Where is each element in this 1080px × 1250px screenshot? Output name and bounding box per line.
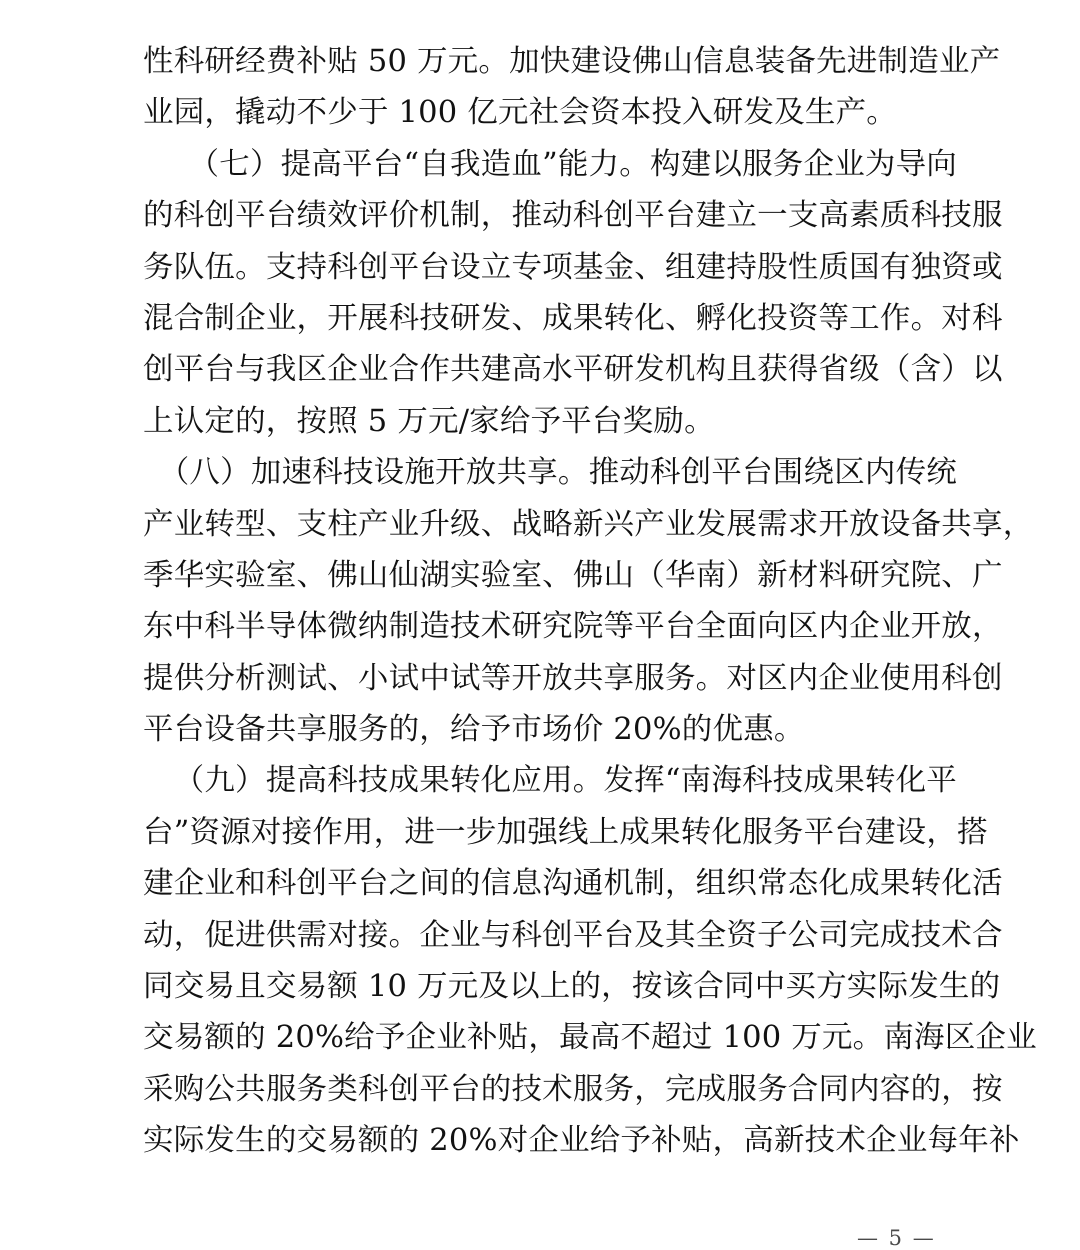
paragraph-indent bbox=[143, 139, 189, 190]
page-footer bbox=[0, 1206, 1080, 1250]
text-line: 提 供 分 析 测 试 、 小 试 中 试 等 开 放 共 享 服 务 。 对 区 内 企 业 使 用 科 创 bbox=[143, 660, 1003, 696]
text-line: 建 企 业 和 科 创 平 台 之 间 的 信 息 沟 通 机 制 ， 组 织 常 态 化 成 果 转 化 活 bbox=[143, 866, 1003, 902]
text-line: 的 科 创 平 台 绩 效 评 价 机 制 ， 推 动 科 创 平 台 建 立 一 支 高 素 质 科 技 服 bbox=[143, 198, 1003, 234]
text-line: 东 中 科 半 导 体 微 纳 制 造 技 术 研 究 院 等 平 台 全 面 向 区 内 企 业 开 放 ， bbox=[143, 609, 1003, 645]
text-line: （ 九 ） 提 高 科 技 成 果 转 化 应 用 。 发 挥 “ 南 海 科 技 成 果 转 化 平 bbox=[143, 755, 957, 806]
paragraph-para-9 bbox=[143, 755, 1037, 1166]
text-line: 混 合 制 企 业 ， 开 展 科 技 研 发 、 成 果 转 化 、 孵 化 投 资 等 工 作 。 对 科 bbox=[143, 300, 1003, 336]
text-line: 创 平 台 与 我 区 企 业 合 作 共 建 高 水 平 研 发 机 构 且 获 得 省 级 （ 含 ） 以 bbox=[143, 352, 1003, 388]
document-text-column bbox=[143, 36, 1037, 1167]
text-line: 业园，撬动不少于 100 亿元社会资本投入研发及生产。 bbox=[143, 95, 898, 131]
text-line: 交 易 额 的 2 0 % 给 予 企 业 补 贴 ， 最 高 不 超 过 1 0 0 万 元 。 南 海 区 企 业 bbox=[143, 1020, 1037, 1056]
text-line: （ 八 ） 加 速 科 技 设 施 开 放 共 享 。 推 动 科 创 平 台 围 绕 区 内 传 统 bbox=[143, 447, 957, 498]
text-line: 上认定的，按照 5 万元/家给予平台奖励。 bbox=[143, 403, 715, 439]
paragraph-indent bbox=[143, 447, 159, 498]
paragraph-para-7 bbox=[143, 139, 1003, 447]
text-line: （ 七 ） 提 高 平 台 “ 自 我 造 血 ” 能 力 。 构 建 以 服 务 企 业 为 导 向 bbox=[143, 139, 957, 190]
text-line: 台 ” 资 源 对 接 作 用 ， 进 一 步 加 强 线 上 成 果 转 化 服 务 平 台 建 设 ， 搭 bbox=[143, 814, 988, 850]
page-number: — 5 — bbox=[857, 1226, 936, 1250]
text-line: 同 交 易 且 交 易 额 1 0 万 元 及 以 上 的 ， 按 该 合 同 中 买 方 实 际 发 生 的 bbox=[143, 969, 1001, 1005]
text-line: 动 ， 促 进 供 需 对 接 。 企 业 与 科 创 平 台 及 其 全 资 子 公 司 完 成 技 术 合 bbox=[143, 917, 1003, 953]
text-line: 采 购 公 共 服 务 类 科 创 平 台 的 技 术 服 务 ， 完 成 服 务 合 同 内 容 的 ， 按 bbox=[143, 1071, 1003, 1107]
paragraph-para-continuation bbox=[143, 36, 1001, 139]
text-line: 实 际 发 生 的 交 易 额 的 2 0 % 对 企 业 给 予 补 贴 ， 高 新 技 术 企 业 每 年 补 bbox=[143, 1123, 1020, 1159]
text-line: 性 科 研 经 费 补 贴 5 0 万 元 。 加 快 建 设 佛 山 信 息 装 备 先 进 制 造 业 产 bbox=[143, 44, 1001, 79]
text-line: 平台设备共享服务的，给予市场价 20%的优惠。 bbox=[143, 712, 805, 748]
paragraph-para-8 bbox=[143, 447, 1034, 755]
text-line: 产 业 转 型 、 支 柱 产 业 升 级 、 战 略 新 兴 产 业 发 展 需 求 开 放 设 备 共 享 ， bbox=[143, 506, 1034, 542]
text-line: 季 华 实 验 室 、 佛 山 仙 湖 实 验 室 、 佛 山 （ 华 南 ） 新 材 料 研 究 院 、 广 bbox=[143, 557, 1003, 593]
text-line: 务 队 伍 。 支 持 科 创 平 台 设 立 专 项 基 金 、 组 建 持 股 性 质 国 有 独 资 或 bbox=[143, 249, 1003, 285]
paragraph-indent bbox=[143, 755, 174, 806]
